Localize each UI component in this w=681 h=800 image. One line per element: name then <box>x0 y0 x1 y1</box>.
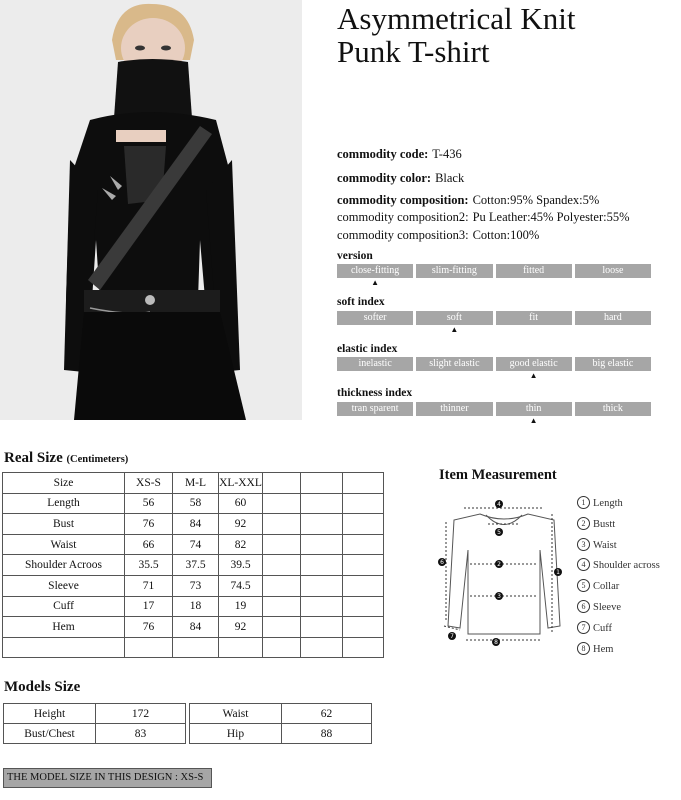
size-cell <box>343 637 384 658</box>
size-row <box>3 514 384 535</box>
index-option: thinner <box>416 402 492 416</box>
size-cell: 82 <box>219 534 263 555</box>
size-cell <box>301 617 343 638</box>
legend-item <box>577 642 660 663</box>
size-row <box>3 575 384 596</box>
size-cell: 76 <box>125 617 173 638</box>
model-measure-label: Hip <box>190 724 282 744</box>
size-cell: 92 <box>219 514 263 535</box>
size-cell <box>301 575 343 596</box>
index-label: thickness index <box>337 387 413 399</box>
composition2-value: Pu Leather:45% Polyester:55% <box>472 210 630 224</box>
size-cell: 56 <box>125 493 173 514</box>
size-cell <box>263 617 301 638</box>
composition-label: commodity composition: <box>337 193 469 207</box>
real-size-title: Real Size <box>4 450 63 466</box>
commodity-code-value: T-436 <box>432 147 462 161</box>
svg-text:4: 4 <box>497 501 501 508</box>
legend-number-icon: 6 <box>577 600 590 613</box>
size-cell <box>263 575 301 596</box>
size-cell: 66 <box>125 534 173 555</box>
legend-number-icon: 8 <box>577 642 590 655</box>
size-row <box>3 493 384 514</box>
size-cell <box>3 637 125 658</box>
legend-item <box>577 600 660 621</box>
size-cell: 18 <box>173 596 219 617</box>
size-cell: 58 <box>173 493 219 514</box>
legend-number-icon: 3 <box>577 538 590 551</box>
size-cell: Hem <box>3 617 125 638</box>
model-measure-value: 62 <box>282 704 372 724</box>
commodity-code-label: commodity code: <box>337 147 429 161</box>
composition2-label: commodity composition2: <box>337 210 469 224</box>
model-measure-value: 172 <box>96 704 186 724</box>
size-cell: 39.5 <box>219 555 263 576</box>
index-label: elastic index <box>337 343 398 355</box>
index-option: hard <box>575 311 651 325</box>
size-row <box>3 534 384 555</box>
real-size-unit: (Centimeters) <box>66 454 129 465</box>
legend-item <box>577 496 660 517</box>
size-cell <box>301 493 343 514</box>
title-line-2: Punk T-shirt <box>337 34 490 69</box>
legend-label: Hem <box>593 643 614 655</box>
legend-item <box>577 517 660 538</box>
svg-text:5: 5 <box>497 529 501 536</box>
size-cell <box>343 534 384 555</box>
size-cell <box>343 575 384 596</box>
real-size-table <box>2 472 384 658</box>
size-header-cell <box>263 473 301 494</box>
size-cell <box>343 555 384 576</box>
size-cell <box>219 637 263 658</box>
index-option: thick <box>575 402 651 416</box>
index-scale <box>337 311 651 325</box>
size-cell: 35.5 <box>125 555 173 576</box>
size-cell: 92 <box>219 617 263 638</box>
index-option: thin <box>496 402 572 416</box>
shirt-outline-diagram <box>436 494 572 650</box>
size-header-cell <box>343 473 384 494</box>
selected-marker-icon: ▲ <box>371 278 380 287</box>
index-scale <box>337 264 651 278</box>
model-measure-label: Bust/Chest <box>4 724 96 744</box>
size-header-cell: M-L <box>173 473 219 494</box>
size-row <box>3 555 384 576</box>
product-title <box>337 2 575 68</box>
size-cell <box>301 514 343 535</box>
title-line-1: Asymmetrical Knit <box>337 1 576 36</box>
model-measure-value: 83 <box>96 724 186 744</box>
size-cell <box>343 596 384 617</box>
model-wearing-shirt-image <box>0 0 302 420</box>
index-option: soft <box>416 311 492 325</box>
svg-text:6: 6 <box>440 559 444 566</box>
legend-number-icon: 1 <box>577 496 590 509</box>
size-cell <box>263 637 301 658</box>
garment-diagram <box>436 494 572 650</box>
composition3-label: commodity composition3: <box>337 228 469 242</box>
size-cell <box>301 534 343 555</box>
size-header-row <box>3 473 384 494</box>
item-measurement-title: Item Measurement <box>439 467 557 483</box>
legend-label: Cuff <box>593 622 613 634</box>
model-measure-value: 88 <box>282 724 372 744</box>
index-option: fitted <box>496 264 572 278</box>
composition3-row <box>337 228 539 243</box>
size-cell: 19 <box>219 596 263 617</box>
index-option: good elastic <box>496 357 572 371</box>
index-option: close-fitting <box>337 264 413 278</box>
size-cell <box>263 493 301 514</box>
legend-number-icon: 5 <box>577 579 590 592</box>
models-size-table-right <box>189 703 372 744</box>
size-cell <box>301 555 343 576</box>
svg-text:2: 2 <box>497 561 501 568</box>
svg-text:1: 1 <box>556 569 560 576</box>
size-cell: Bust <box>3 514 125 535</box>
size-header-cell <box>301 473 343 494</box>
commodity-color-label: commodity color: <box>337 171 432 185</box>
size-cell: Sleeve <box>3 575 125 596</box>
legend-label: Waist <box>593 539 617 551</box>
model-size-row <box>4 704 186 724</box>
svg-text:3: 3 <box>497 593 501 600</box>
svg-text:8: 8 <box>494 639 498 646</box>
legend-number-icon: 2 <box>577 517 590 530</box>
legend-number-icon: 7 <box>577 621 590 634</box>
size-cell <box>263 555 301 576</box>
index-option: slight elastic <box>416 357 492 371</box>
model-size-note: THE MODEL SIZE IN THIS DESIGN : XS-S <box>3 768 212 788</box>
size-cell <box>263 596 301 617</box>
legend-label: Collar <box>593 581 620 593</box>
product-photo <box>0 0 302 420</box>
size-row <box>3 637 384 658</box>
size-cell <box>301 637 343 658</box>
selected-marker-icon: ▲ <box>450 325 459 334</box>
size-cell <box>301 596 343 617</box>
size-cell: 74.5 <box>219 575 263 596</box>
size-cell: 71 <box>125 575 173 596</box>
size-cell: 60 <box>219 493 263 514</box>
real-size-heading <box>4 450 128 467</box>
index-option: loose <box>575 264 651 278</box>
size-row <box>3 596 384 617</box>
index-label: soft index <box>337 296 385 308</box>
model-measure-label: Height <box>4 704 96 724</box>
size-header-cell: Size <box>3 473 125 494</box>
legend-item <box>577 579 660 600</box>
size-header-cell: XS-S <box>125 473 173 494</box>
legend-number-icon: 4 <box>577 558 590 571</box>
model-measure-label: Waist <box>190 704 282 724</box>
size-row <box>3 617 384 638</box>
size-cell: 84 <box>173 514 219 535</box>
size-cell: Waist <box>3 534 125 555</box>
commodity-color-value: Black <box>435 171 465 185</box>
index-option: inelastic <box>337 357 413 371</box>
index-option: fit <box>496 311 572 325</box>
size-cell <box>343 617 384 638</box>
size-cell: 73 <box>173 575 219 596</box>
composition3-value: Cotton:100% <box>472 228 540 242</box>
model-size-row <box>190 704 372 724</box>
index-option: tran sparent <box>337 402 413 416</box>
size-cell: 74 <box>173 534 219 555</box>
size-cell: 76 <box>125 514 173 535</box>
size-cell: Length <box>3 493 125 514</box>
model-size-row <box>190 724 372 744</box>
size-cell: 17 <box>125 596 173 617</box>
index-option: softer <box>337 311 413 325</box>
legend-label: Bustt <box>593 518 616 530</box>
size-header-cell: XL-XXL <box>219 473 263 494</box>
size-cell: 37.5 <box>173 555 219 576</box>
size-cell <box>343 514 384 535</box>
legend-label: Sleeve <box>593 601 621 613</box>
legend-item <box>577 621 660 642</box>
size-cell <box>263 514 301 535</box>
selected-marker-icon: ▲ <box>529 416 538 425</box>
composition2-row <box>337 210 630 225</box>
size-cell: Cuff <box>3 596 125 617</box>
composition-row <box>337 193 599 208</box>
commodity-code-row <box>337 147 462 162</box>
size-cell: 84 <box>173 617 219 638</box>
index-option: big elastic <box>575 357 651 371</box>
measurement-legend <box>577 496 660 662</box>
models-size-title: Models Size <box>4 679 81 695</box>
commodity-color-row <box>337 171 464 186</box>
legend-label: Shoulder across <box>593 560 660 572</box>
legend-item <box>577 538 660 559</box>
legend-item <box>577 558 660 579</box>
models-size-table-left <box>3 703 186 744</box>
size-cell: Shoulder Acroos <box>3 555 125 576</box>
size-cell <box>125 637 173 658</box>
index-scale <box>337 402 651 416</box>
index-scale <box>337 357 651 371</box>
model-size-row <box>4 724 186 744</box>
selected-marker-icon: ▲ <box>529 371 538 380</box>
index-option: slim-fitting <box>416 264 492 278</box>
size-cell <box>343 493 384 514</box>
composition-value: Cotton:95% Spandex:5% <box>472 193 600 207</box>
index-label: version <box>337 250 373 262</box>
svg-text:7: 7 <box>450 633 454 640</box>
size-cell <box>263 534 301 555</box>
legend-label: Length <box>593 498 623 509</box>
size-cell <box>173 637 219 658</box>
